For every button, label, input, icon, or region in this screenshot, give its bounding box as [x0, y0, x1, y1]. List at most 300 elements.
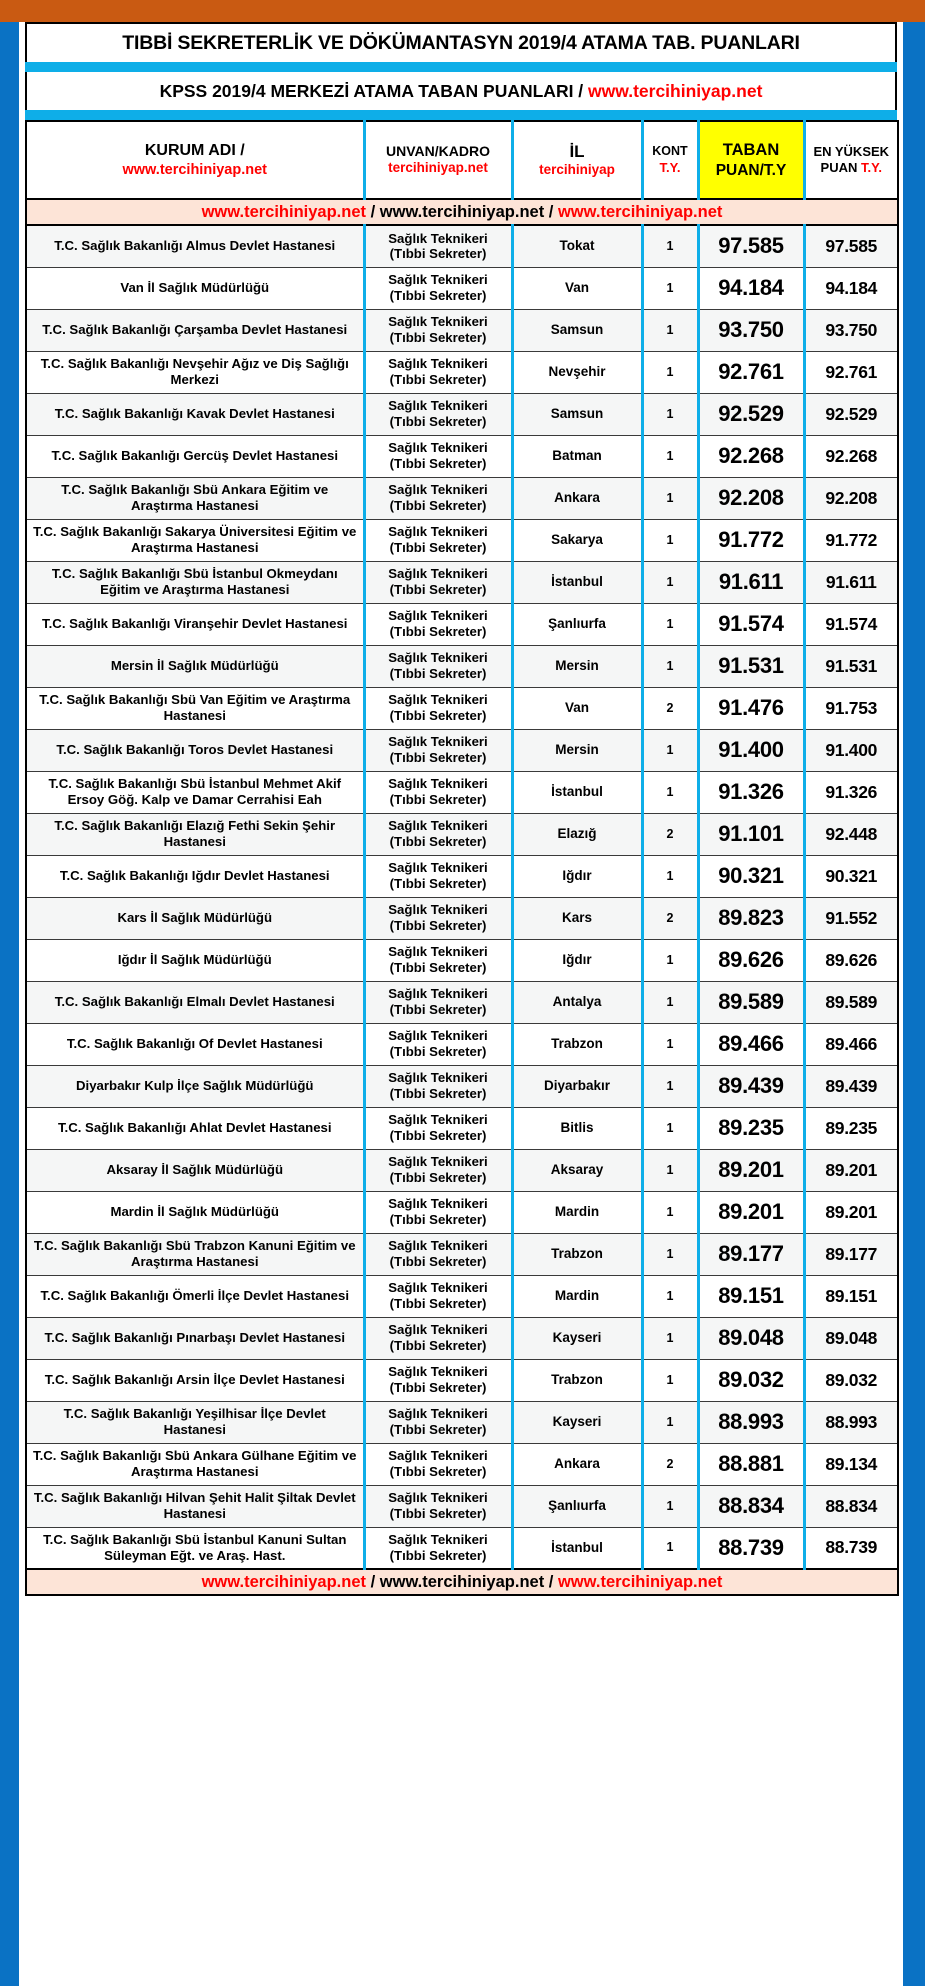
promo-top-sep-2: /: [544, 202, 558, 221]
cell-il: Batman: [512, 435, 642, 477]
cell-taban-puan: 91.611: [698, 561, 804, 603]
cell-unvan-line2: (Tıbbi Sekreter): [389, 1296, 487, 1311]
cell-il: Kars: [512, 897, 642, 939]
cell-il: Samsun: [512, 393, 642, 435]
cell-en-yuksek-puan: 92.268: [804, 435, 898, 477]
table-row[interactable]: [26, 1443, 898, 1485]
cell-unvan: [364, 1191, 512, 1233]
cell-kont: 1: [642, 519, 698, 561]
table-header-row: [26, 121, 898, 199]
cell-unvan: [364, 645, 512, 687]
cell-unvan-line1: Sağlık Teknikeri: [388, 356, 488, 372]
cell-il: Aksaray: [512, 1149, 642, 1191]
cell-il: Ankara: [512, 1443, 642, 1485]
cell-taban-puan: 92.761: [698, 351, 804, 393]
cell-kont: 1: [642, 561, 698, 603]
cell-unvan-line1: Sağlık Teknikeri: [388, 860, 488, 876]
cell-taban-puan: 91.531: [698, 645, 804, 687]
cell-unvan-line1: Sağlık Teknikeri: [388, 1028, 488, 1044]
top-orange-bar: [0, 0, 925, 22]
table-row[interactable]: [26, 1233, 898, 1275]
cell-unvan-line1: Sağlık Teknikeri: [388, 440, 488, 456]
cell-taban-puan: 88.834: [698, 1485, 804, 1527]
cell-il: İstanbul: [512, 1527, 642, 1569]
cell-unvan-line1: Sağlık Teknikeri: [388, 902, 488, 918]
cell-en-yuksek-puan: 89.048: [804, 1317, 898, 1359]
page-subtitle-text: [160, 81, 763, 102]
promo-bottom-sep-2: /: [544, 1572, 558, 1591]
cell-kont: 1: [642, 1317, 698, 1359]
cell-kont: 1: [642, 645, 698, 687]
cell-taban-puan: 89.151: [698, 1275, 804, 1317]
cell-unvan-line2: (Tıbbi Sekreter): [389, 1422, 487, 1437]
cell-unvan-line1: Sağlık Teknikeri: [388, 944, 488, 960]
cell-il: Nevşehir: [512, 351, 642, 393]
cell-en-yuksek-puan: 88.993: [804, 1401, 898, 1443]
cell-unvan-line1: Sağlık Teknikeri: [388, 1364, 488, 1380]
cell-unvan-line1: Sağlık Teknikeri: [388, 734, 488, 750]
cell-il: Mersin: [512, 729, 642, 771]
table-row[interactable]: [26, 1149, 898, 1191]
cell-en-yuksek-puan: 89.177: [804, 1233, 898, 1275]
column-header-taban-puan: [698, 121, 804, 199]
kurum-header-line1: KURUM ADI /: [144, 141, 245, 159]
cell-unvan: [364, 1527, 512, 1569]
cell-unvan-line1: Sağlık Teknikeri: [388, 1196, 488, 1212]
cell-kurum: T.C. Sağlık Bakanlığı Sakarya Üniversitesi Eğitim ve Araştırma Hastanesi: [26, 519, 364, 561]
table-row[interactable]: [26, 855, 898, 897]
table-row[interactable]: [26, 1065, 898, 1107]
cell-unvan: [364, 687, 512, 729]
table-row[interactable]: [26, 603, 898, 645]
cell-unvan-line1: Sağlık Teknikeri: [388, 230, 488, 246]
cell-unvan-line1: Sağlık Teknikeri: [388, 314, 488, 330]
cell-unvan: [364, 1317, 512, 1359]
cell-unvan: [364, 267, 512, 309]
cell-kont: 1: [642, 1023, 698, 1065]
cell-il: Samsun: [512, 309, 642, 351]
il-header-line2: tercihiniyap: [539, 162, 615, 178]
scores-table: [25, 120, 899, 1596]
table-row[interactable]: [26, 1317, 898, 1359]
cell-kont: 1: [642, 267, 698, 309]
table-row[interactable]: [26, 1107, 898, 1149]
cell-kurum: T.C. Sağlık Bakanlığı Iğdır Devlet Hastanesi: [26, 855, 364, 897]
subtitle-url[interactable]: www.tercihiniyap.net: [588, 80, 763, 101]
cell-taban-puan: 89.201: [698, 1149, 804, 1191]
cell-kont: 1: [642, 477, 698, 519]
promo-bottom-text: [202, 1573, 723, 1591]
cell-unvan-line1: Sağlık Teknikeri: [388, 692, 488, 708]
cell-unvan: [364, 855, 512, 897]
cell-en-yuksek-puan: 90.321: [804, 855, 898, 897]
column-header-unvan: [364, 121, 512, 199]
table-row[interactable]: [26, 435, 898, 477]
table-row[interactable]: [26, 393, 898, 435]
page-title: [25, 22, 897, 62]
cell-il: Trabzon: [512, 1359, 642, 1401]
cell-unvan-line1: Sağlık Teknikeri: [388, 566, 488, 582]
cell-unvan: [364, 1485, 512, 1527]
cell-unvan-line2: (Tıbbi Sekreter): [389, 1506, 487, 1521]
cell-kont: 2: [642, 687, 698, 729]
cell-unvan-line1: Sağlık Teknikeri: [388, 608, 488, 624]
cell-unvan: [364, 1149, 512, 1191]
cell-taban-puan: 89.589: [698, 981, 804, 1023]
cell-unvan-line2: (Tıbbi Sekreter): [389, 1254, 487, 1269]
cell-en-yuksek-puan: 91.753: [804, 687, 898, 729]
cell-unvan: [364, 351, 512, 393]
cell-taban-puan: 89.177: [698, 1233, 804, 1275]
cell-en-yuksek-puan: 97.585: [804, 225, 898, 267]
cell-en-yuksek-puan: 91.611: [804, 561, 898, 603]
cell-kurum: T.C. Sağlık Bakanlığı Arsin İlçe Devlet Hastanesi: [26, 1359, 364, 1401]
promo-top-text: [202, 203, 723, 221]
cell-il: Van: [512, 687, 642, 729]
cell-kurum: T.C. Sağlık Bakanlığı Çarşamba Devlet Hastanesi: [26, 309, 364, 351]
table-row[interactable]: [26, 1527, 898, 1569]
cell-kurum: T.C. Sağlık Bakanlığı Toros Devlet Hastanesi: [26, 729, 364, 771]
cell-en-yuksek-puan: 88.739: [804, 1527, 898, 1569]
cell-taban-puan: 91.101: [698, 813, 804, 855]
cell-kont: 1: [642, 855, 698, 897]
taban-header-line2: PUAN/T.Y: [715, 161, 787, 179]
cell-il: İstanbul: [512, 771, 642, 813]
cell-il: Kayseri: [512, 1401, 642, 1443]
cell-unvan-line1: Sağlık Teknikeri: [388, 650, 488, 666]
cell-unvan: [364, 1401, 512, 1443]
cell-en-yuksek-puan: 89.466: [804, 1023, 898, 1065]
table-row[interactable]: [26, 561, 898, 603]
cell-en-yuksek-puan: 91.574: [804, 603, 898, 645]
cell-unvan-line2: (Tıbbi Sekreter): [389, 666, 487, 681]
unvan-header-line1: UNVAN/KADRO: [386, 142, 490, 159]
table-row[interactable]: [26, 981, 898, 1023]
cell-unvan-line2: (Tıbbi Sekreter): [389, 1086, 487, 1101]
cell-unvan: [364, 981, 512, 1023]
cell-kurum: T.C. Sağlık Bakanlığı Ömerli İlçe Devlet Hastanesi: [26, 1275, 364, 1317]
cell-kurum: Van İl Sağlık Müdürlüğü: [26, 267, 364, 309]
cell-taban-puan: 89.201: [698, 1191, 804, 1233]
cell-unvan-line2: (Tıbbi Sekreter): [389, 456, 487, 471]
cell-en-yuksek-puan: 91.531: [804, 645, 898, 687]
cell-kurum: Diyarbakır Kulp İlçe Sağlık Müdürlüğü: [26, 1065, 364, 1107]
table-row[interactable]: [26, 267, 898, 309]
table-row[interactable]: [26, 1401, 898, 1443]
cell-unvan-line1: Sağlık Teknikeri: [388, 776, 488, 792]
table-row[interactable]: [26, 813, 898, 855]
cell-kont: 1: [642, 393, 698, 435]
cell-kont: 1: [642, 981, 698, 1023]
table-row[interactable]: [26, 645, 898, 687]
cell-il: Mardin: [512, 1275, 642, 1317]
cell-taban-puan: 89.439: [698, 1065, 804, 1107]
cell-en-yuksek-puan: 91.326: [804, 771, 898, 813]
cell-il: İstanbul: [512, 561, 642, 603]
cell-unvan-line2: (Tıbbi Sekreter): [389, 288, 487, 303]
cell-taban-puan: 94.184: [698, 267, 804, 309]
cell-unvan: [364, 1443, 512, 1485]
cell-kurum: T.C. Sağlık Bakanlığı Hilvan Şehit Halit Şiltak Devlet Hastanesi: [26, 1485, 364, 1527]
cell-kurum: T.C. Sağlık Bakanlığı Elmalı Devlet Hastanesi: [26, 981, 364, 1023]
cell-en-yuksek-puan: 89.589: [804, 981, 898, 1023]
cell-en-yuksek-puan: 92.208: [804, 477, 898, 519]
cell-kurum: T.C. Sağlık Bakanlığı Nevşehir Ağız ve Diş Sağlığı Merkezi: [26, 351, 364, 393]
cell-kont: 1: [642, 1149, 698, 1191]
cell-kont: 1: [642, 939, 698, 981]
table-row[interactable]: [26, 1359, 898, 1401]
cell-il: Şanlıurfa: [512, 1485, 642, 1527]
table-row[interactable]: [26, 729, 898, 771]
cell-il: Tokat: [512, 225, 642, 267]
cell-taban-puan: 92.208: [698, 477, 804, 519]
cell-unvan-line2: (Tıbbi Sekreter): [389, 1002, 487, 1017]
cell-kurum: T.C. Sağlık Bakanlığı Gercüş Devlet Hastanesi: [26, 435, 364, 477]
cell-kont: 1: [642, 309, 698, 351]
cell-il: Şanlıurfa: [512, 603, 642, 645]
title-divider-2: [25, 110, 897, 120]
cell-unvan-line1: Sağlık Teknikeri: [388, 1406, 488, 1422]
cell-unvan: [364, 603, 512, 645]
table-foot: [26, 1569, 898, 1595]
cell-taban-puan: 88.739: [698, 1527, 804, 1569]
column-header-il: [512, 121, 642, 199]
cell-taban-puan: 89.466: [698, 1023, 804, 1065]
cell-unvan: [364, 1233, 512, 1275]
cell-kont: 1: [642, 603, 698, 645]
cell-il: Van: [512, 267, 642, 309]
cell-en-yuksek-puan: 89.235: [804, 1107, 898, 1149]
cell-unvan: [364, 939, 512, 981]
cell-unvan-line1: Sağlık Teknikeri: [388, 1070, 488, 1086]
cell-unvan-line2: (Tıbbi Sekreter): [389, 624, 487, 639]
promo-top-url-2[interactable]: www.tercihiniyap.net: [379, 202, 545, 221]
cell-unvan-line1: Sağlık Teknikeri: [388, 398, 488, 414]
promo-top-sep-1: /: [366, 202, 380, 221]
cell-kont: 2: [642, 897, 698, 939]
cell-unvan-line1: Sağlık Teknikeri: [388, 1154, 488, 1170]
cell-taban-puan: 92.268: [698, 435, 804, 477]
cell-kont: 1: [642, 435, 698, 477]
cell-kont: 1: [642, 225, 698, 267]
cell-kurum: T.C. Sağlık Bakanlığı Sbü İstanbul Kanuni Sultan Süleyman Eğt. ve Araş. Hast.: [26, 1527, 364, 1569]
cell-kont: 1: [642, 1485, 698, 1527]
cell-unvan-line1: Sağlık Teknikeri: [388, 1448, 488, 1464]
cell-il: Elazığ: [512, 813, 642, 855]
cell-il: Mardin: [512, 1191, 642, 1233]
cell-kurum: T.C. Sağlık Bakanlığı Sbü İstanbul Okmeydanı Eğitim ve Araştırma Hastanesi: [26, 561, 364, 603]
cell-unvan-line1: Sağlık Teknikeri: [388, 524, 488, 540]
cell-il: Trabzon: [512, 1023, 642, 1065]
cell-unvan: [364, 477, 512, 519]
kurum-header-line2: www.tercihiniyap.net: [122, 161, 267, 178]
cell-unvan-line1: Sağlık Teknikeri: [388, 482, 488, 498]
cell-kurum: T.C. Sağlık Bakanlığı Ahlat Devlet Hastanesi: [26, 1107, 364, 1149]
cell-unvan-line1: Sağlık Teknikeri: [388, 1280, 488, 1296]
cell-unvan: [364, 393, 512, 435]
table-row[interactable]: [26, 351, 898, 393]
cell-taban-puan: 88.881: [698, 1443, 804, 1485]
cell-il: Bitlis: [512, 1107, 642, 1149]
cell-kurum: T.C. Sağlık Bakanlığı Elazığ Fethi Sekin Şehir Hastanesi: [26, 813, 364, 855]
unvan-header-line2: tercihiniyap.net: [388, 160, 488, 176]
column-header-kont: [642, 121, 698, 199]
table-row[interactable]: [26, 771, 898, 813]
right-blue-frame: [903, 22, 925, 1986]
taban-header-line1: TABAN: [722, 141, 780, 159]
promo-band-top: [26, 199, 898, 225]
cell-il: Iğdır: [512, 939, 642, 981]
cell-unvan-line2: (Tıbbi Sekreter): [389, 372, 487, 387]
kont-header-line1: KONT: [652, 144, 688, 159]
cell-taban-puan: 92.529: [698, 393, 804, 435]
table-row[interactable]: [26, 1023, 898, 1065]
left-blue-frame: [0, 22, 19, 1986]
cell-kurum: T.C. Sağlık Bakanlığı Sbü İstanbul Mehmet Akif Ersoy Göğ. Kalp ve Damar Cerrahisi Eah: [26, 771, 364, 813]
promo-band-bottom: [26, 1569, 898, 1595]
cell-unvan-line2: (Tıbbi Sekreter): [389, 1338, 487, 1353]
cell-unvan-line2: (Tıbbi Sekreter): [389, 708, 487, 723]
cell-en-yuksek-puan: 89.439: [804, 1065, 898, 1107]
promo-bottom-url-3[interactable]: www.tercihiniyap.net: [557, 1572, 723, 1591]
cell-unvan-line2: (Tıbbi Sekreter): [389, 1464, 487, 1479]
cell-kurum: Iğdır İl Sağlık Müdürlüğü: [26, 939, 364, 981]
cell-unvan: [364, 1275, 512, 1317]
page-title-text: TIBBİ SEKRETERLİK VE DÖKÜMANTASYN 2019/4 ATAMA TAB. PUANLARI: [122, 31, 800, 54]
cell-unvan: [364, 519, 512, 561]
cell-unvan-line2: (Tıbbi Sekreter): [389, 834, 487, 849]
cell-taban-puan: 97.585: [698, 225, 804, 267]
table-row[interactable]: [26, 687, 898, 729]
cell-kont: 2: [642, 813, 698, 855]
cell-il: Sakarya: [512, 519, 642, 561]
cell-kont: 2: [642, 1443, 698, 1485]
cell-kont: 1: [642, 1527, 698, 1569]
cell-unvan: [364, 561, 512, 603]
cell-taban-puan: 91.400: [698, 729, 804, 771]
column-header-en-yuksek: [804, 121, 898, 199]
cell-unvan-line1: Sağlık Teknikeri: [388, 1490, 488, 1506]
table-row[interactable]: [26, 897, 898, 939]
cell-taban-puan: 89.626: [698, 939, 804, 981]
cell-kont: 1: [642, 729, 698, 771]
table-row[interactable]: [26, 477, 898, 519]
table-row[interactable]: [26, 309, 898, 351]
cell-en-yuksek-puan: 91.552: [804, 897, 898, 939]
cell-kurum: T.C. Sağlık Bakanlığı Kavak Devlet Hastanesi: [26, 393, 364, 435]
cell-unvan-line2: (Tıbbi Sekreter): [389, 876, 487, 891]
cell-unvan: [364, 771, 512, 813]
cell-unvan-line2: (Tıbbi Sekreter): [389, 792, 487, 807]
table-row[interactable]: [26, 225, 898, 267]
cell-unvan: [364, 1359, 512, 1401]
cell-taban-puan: 93.750: [698, 309, 804, 351]
cell-taban-puan: 89.032: [698, 1359, 804, 1401]
table-row[interactable]: [26, 1275, 898, 1317]
cell-unvan-line1: Sağlık Teknikeri: [388, 272, 488, 288]
promo-top-url-3[interactable]: www.tercihiniyap.net: [557, 202, 723, 221]
cell-unvan: [364, 225, 512, 267]
cell-il: Kayseri: [512, 1317, 642, 1359]
cell-unvan-line1: Sağlık Teknikeri: [388, 1532, 488, 1548]
promo-band-bottom-cell: [26, 1569, 898, 1595]
cell-unvan-line1: Sağlık Teknikeri: [388, 1322, 488, 1338]
cell-unvan: [364, 435, 512, 477]
promo-top-url-1[interactable]: www.tercihiniyap.net: [201, 202, 367, 221]
table-row[interactable]: [26, 1191, 898, 1233]
promo-bottom-url-1[interactable]: www.tercihiniyap.net: [201, 1572, 367, 1591]
cell-unvan-line2: (Tıbbi Sekreter): [389, 960, 487, 975]
cell-en-yuksek-puan: 89.151: [804, 1275, 898, 1317]
page-subtitle: [25, 72, 897, 110]
cell-unvan-line2: (Tıbbi Sekreter): [389, 1044, 487, 1059]
cell-taban-puan: 91.326: [698, 771, 804, 813]
cell-unvan-line1: Sağlık Teknikeri: [388, 818, 488, 834]
cell-kurum: T.C. Sağlık Bakanlığı Viranşehir Devlet Hastanesi: [26, 603, 364, 645]
cell-en-yuksek-puan: 89.626: [804, 939, 898, 981]
yuksek-header-line2: [806, 160, 898, 176]
cell-en-yuksek-puan: 91.772: [804, 519, 898, 561]
cell-unvan: [364, 1065, 512, 1107]
cell-kurum: Mardin İl Sağlık Müdürlüğü: [26, 1191, 364, 1233]
cell-taban-puan: 90.321: [698, 855, 804, 897]
cell-il: Diyarbakır: [512, 1065, 642, 1107]
cell-il: Trabzon: [512, 1233, 642, 1275]
promo-band-top-cell: [26, 199, 898, 225]
cell-unvan: [364, 813, 512, 855]
cell-kont: 1: [642, 1359, 698, 1401]
cell-kont: 1: [642, 771, 698, 813]
cell-en-yuksek-puan: 91.400: [804, 729, 898, 771]
cell-taban-puan: 91.574: [698, 603, 804, 645]
cell-taban-puan: 91.476: [698, 687, 804, 729]
cell-en-yuksek-puan: 92.529: [804, 393, 898, 435]
cell-unvan-line2: (Tıbbi Sekreter): [389, 246, 487, 262]
cell-il: Mersin: [512, 645, 642, 687]
cell-kont: 1: [642, 1233, 698, 1275]
cell-unvan: [364, 897, 512, 939]
cell-unvan-line2: (Tıbbi Sekreter): [389, 1380, 487, 1395]
cell-en-yuksek-puan: 89.134: [804, 1443, 898, 1485]
cell-en-yuksek-puan: 89.201: [804, 1149, 898, 1191]
cell-unvan-line2: (Tıbbi Sekreter): [389, 414, 487, 429]
table-row[interactable]: [26, 1485, 898, 1527]
cell-en-yuksek-puan: 93.750: [804, 309, 898, 351]
cell-unvan-line2: (Tıbbi Sekreter): [389, 1547, 487, 1563]
yuksek-header-ty: T.Y.: [860, 160, 882, 175]
cell-kurum: T.C. Sağlık Bakanlığı Of Devlet Hastanesi: [26, 1023, 364, 1065]
cell-kont: 1: [642, 1107, 698, 1149]
cell-il: Antalya: [512, 981, 642, 1023]
cell-il: Iğdır: [512, 855, 642, 897]
promo-bottom-url-2[interactable]: www.tercihiniyap.net: [379, 1572, 545, 1591]
table-row[interactable]: [26, 519, 898, 561]
cell-kurum: T.C. Sağlık Bakanlığı Sbü Ankara Eğitim ve Araştırma Hastanesi: [26, 477, 364, 519]
cell-unvan: [364, 729, 512, 771]
table-row[interactable]: [26, 939, 898, 981]
column-header-kurum: [26, 121, 364, 199]
cell-unvan: [364, 1107, 512, 1149]
content-area: [19, 22, 903, 1986]
cell-en-yuksek-puan: 92.761: [804, 351, 898, 393]
cell-kurum: Kars İl Sağlık Müdürlüğü: [26, 897, 364, 939]
cell-il: Ankara: [512, 477, 642, 519]
cell-en-yuksek-puan: 94.184: [804, 267, 898, 309]
cell-kurum: Mersin İl Sağlık Müdürlüğü: [26, 645, 364, 687]
cell-unvan: [364, 309, 512, 351]
cell-en-yuksek-puan: 89.032: [804, 1359, 898, 1401]
cell-en-yuksek-puan: 92.448: [804, 813, 898, 855]
